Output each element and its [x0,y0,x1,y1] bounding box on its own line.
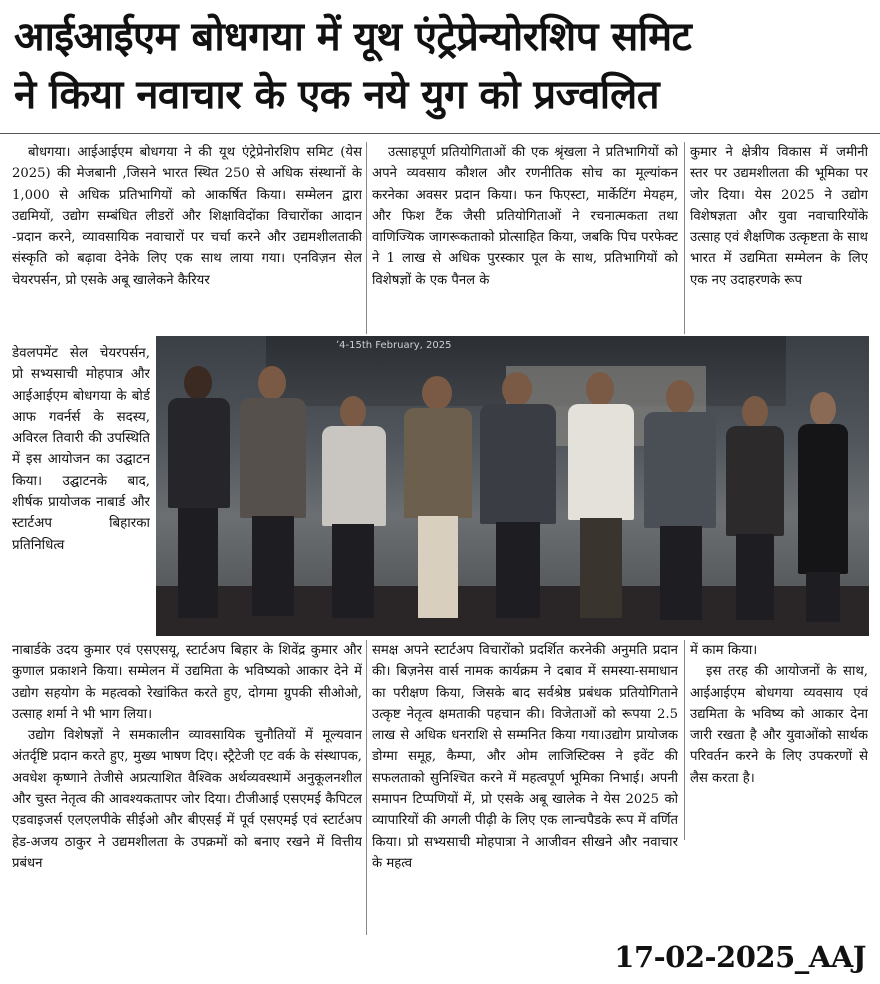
person-legs [580,518,622,618]
person [722,396,788,636]
person-head [340,396,366,428]
paragraph: में काम किया। [690,643,758,658]
person-head [810,392,836,426]
dateline: 17-02-2025_AAJ [614,940,866,974]
person-body [322,426,386,526]
column-3-bottom [690,640,868,840]
person-head [184,366,212,400]
person [792,392,854,636]
paragraph: नाबार्डके उदय कुमार एवं एसएसयू, स्टार्टअप बिहार के शिवेंद्र कुमार और कुणाल प्रकाशने किया। सम्मेलन में उद्यमिता के भविष्यको आकार देने में उद्योग सहयोग के महत्वको रेखांकित करते हुए, दोगमा ग्रुपकी सीओओ, उत्साह शर्मा ने भी भाग लिया। [12,643,362,722]
column-1-bottom [12,640,362,935]
person [476,372,560,636]
person-legs [252,516,294,616]
column-separator [366,640,367,935]
person-body [404,408,472,518]
person-head [258,366,286,400]
headline-rule [0,133,880,134]
paragraph: कुमार ने क्षेत्रीय विकास में जमीनी स्तर पर उद्यमशीलता की भूमिका पर जोर दिया। येस 2025 ने उद्योग विशेषज्ञता और युवा नवाचारियोंके उत्साह एवं शैक्षणिक उत्कृष्टता के साथ भारत में उद्यमिता सम्मेलन के लिए एक नए उदाहरणके रूप [690,145,868,288]
person [234,366,314,636]
person [400,376,476,636]
headline-line-2: ने किया नवाचार के एक नये युग को प्रज्वलित [14,72,660,118]
paragraph: डेवलपमेंट सेल चेयरपर्सन, प्रो सभ्यसाची मोहपात्र और आईआईएम बोधगया के बोर्ड आफ गवर्नर्स के सदस्य, अविरल तिवारी की उपस्थिति में इस आयोजन का उद्घाटन किया। उद्घाटनके बाद, शीर्षक प्रायोजक नाबार्ड और स्टार्टअप बिहारका प्रतिनिधित्व [12,346,150,553]
person-body [168,398,230,508]
person-head [586,372,614,406]
person-head [666,380,694,414]
person-legs [332,524,374,618]
person-legs [736,534,774,620]
paragraph: उत्साहपूर्ण प्रतियोगिताओं की एक श्रृंखला ने प्रतिभागियों को अपने व्यवसाय कौशल और रणनीतिक सोच का मूल्यांकन करनेका अवसर प्रदान किया। फन फिएस्टा, मार्केटिंग मेयहम, और फिश टैंक जैसी प्रतियोगिताओं ने रचनात्मकता तथा वाणिज्यिक जागरूकताको प्रोत्साहित किया, जबकि पिच परफेक्ट ने 1 लाख से अधिक पुरस्कार पूल के साथ, प्रतिभागियों को विशेषज्ञों के एक पैनल के [372,145,678,288]
banner-text: ʼ4-15th February, 2025 [336,340,452,351]
person-body [726,426,784,536]
column-1-top [12,142,362,334]
person-legs [660,526,702,620]
person [564,372,638,636]
column-separator [684,640,685,840]
person-legs [418,516,458,618]
person-body [798,424,848,574]
person-head [742,396,768,428]
person-legs [496,522,540,618]
person [164,366,234,636]
person-body [240,398,306,518]
column-separator [366,142,367,334]
column-1-narrow [12,343,150,635]
column-separator [684,142,685,334]
person-body [568,404,634,520]
person [640,380,720,636]
paragraph: बोधगया। आईआईएम बोधगया ने की यूथ एंट्रेप्रेनोरशिप समिट (येस 2025) की मेजबानी ,जिसने भारत स्थित 250 से अधिक संस्थानों के 1,000 से अधिक प्रतिभागियों को आकर्षित किया। सम्मेलन द्वारा उद्यमियों, उद्योग सम्बंधित लीडरों और शिक्षाविदोंका विचारोंका आदान -प्रदान करने, व्यावसायिक नवाचारों पर चर्चा करने और उद्यमशीलताकी संस्कृति को बढ़ावा देनेके लिए एक साथ लाया गया। एनविज़न सेल चेयरपर्सन, प्रो एसके अबू खालेकने कैरियर [12,145,362,288]
headline-line-1: आईआईएम बोधगया में यूथ एंट्रेप्रेन्योरशिप समिट [14,14,692,60]
person-legs [806,572,840,622]
person-head [422,376,452,410]
headline [14,8,870,124]
event-photo [156,336,869,636]
person [316,396,396,636]
column-2-top [372,142,678,334]
column-2-bottom [372,640,678,935]
column-3-top [690,142,868,334]
person-head [502,372,532,406]
paragraph: उद्योग विशेषज्ञों ने समकालीन व्यावसायिक चुनौतियों में मूल्यवान अंतर्दृष्टि प्रदान करते हुए, मुख्य भाषण दिए। स्ट्रैटेजी एट वर्क के संस्थापक, अवधेश कृष्णाने तेजीसे अप्रत्याशित वैश्विक अर्थव्यवस्थामें अनुकूलनशील और चुस्त नेतृत्व की आवश्यकतापर जोर दिया। टीजीआई एसएमई कैपिटल एडवाइजर्स एलएलपीके सीईओ और बीएसई में पूर्व एसएमई एवं स्टार्टअप हेड-अजय ठाकुर ने उद्यमशीलता के उपक्रमों को बनाए रखने में वित्तीय प्रबंधन [12,728,362,871]
paragraph: इस तरह की आयोजनों के साथ, आईआईएम बोधगया व्यवसाय एवं उद्यमिता के भविष्य को आकार देना जारी रखता है और युवाओंको सार्थक परिवर्तन करने के लिए उपकरणों से लैस करता है। [690,664,868,786]
person-body [480,404,556,524]
person-legs [178,508,218,618]
paragraph: समक्ष अपने स्टार्टअप विचारोंको प्रदर्शित करनेकी अनुमति प्रदान की। बिज़नेस वार्स नामक कार्यक्रम ने दबाव में समस्या-समाधान का परीक्षण किया, जिसके बाद सर्वश्रेष्ठ प्रबंधक प्रतियोगिताने उत्कृष्ट नेतृत्व क्षमताकी पहचान की। विजेताओं को रूपया 2.5 लाख से अधिक धनराशि से सम्मनित किया गया।उद्योग प्रायोजक डोग्मा समूह, कैम्पा, और ओम लाजिस्टिक्स ने इवेंट की सफलताको सुनिश्चित करने में महत्वपूर्ण भूमिका निभाई। अपनी समापन टिप्पणियों में, प्रो एसके अबू खालेक ने येस 2025 को व्यापारियों की अगली पीढ़ी के लिए एक लान्चपैडके रूप में वर्णित किया। प्रो सभ्यसाची मोहपात्रा ने आजीवन सीखने और नवाचार के महत्व [372,643,678,871]
person-body [644,412,716,528]
